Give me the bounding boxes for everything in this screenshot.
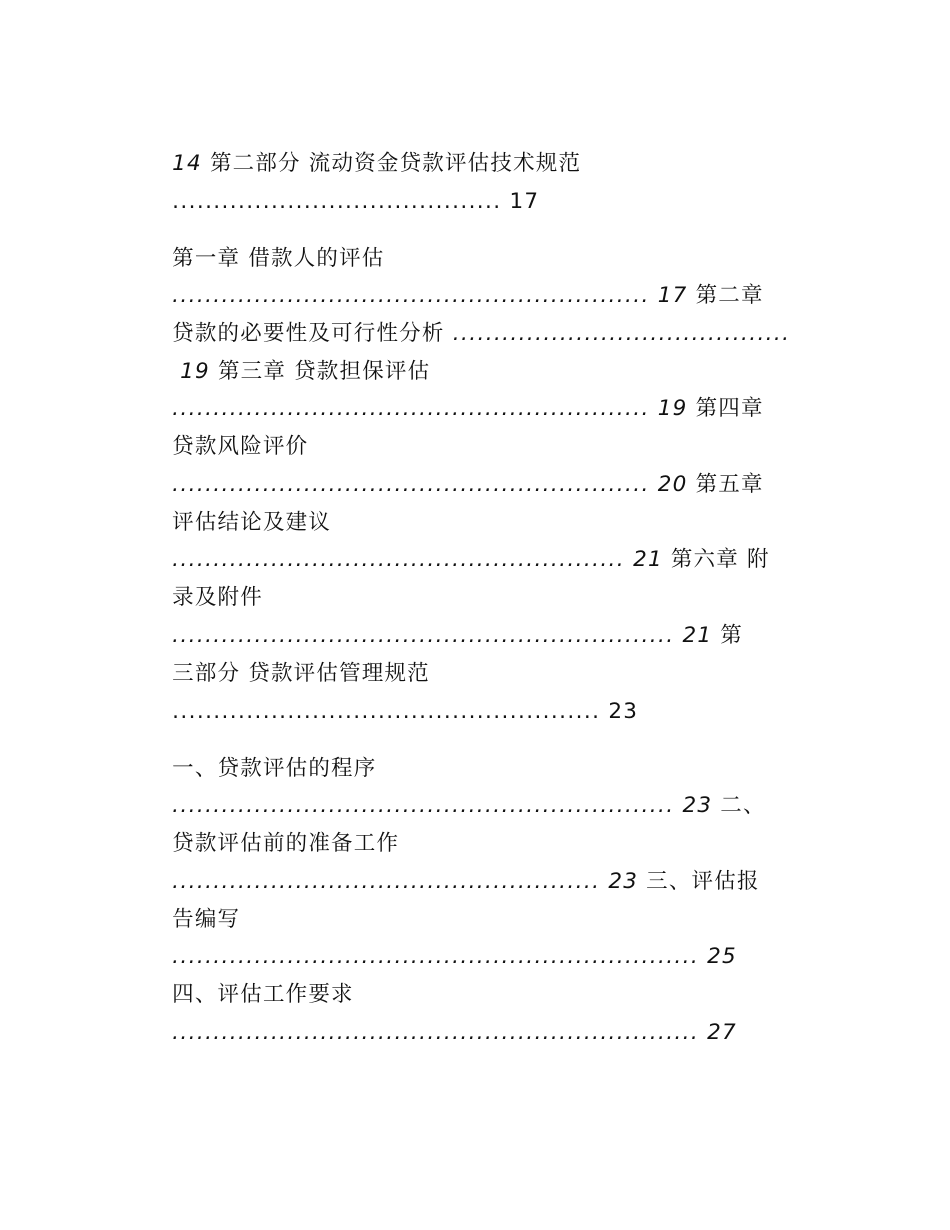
dot-leader: ............................................................. bbox=[172, 623, 675, 648]
dot-leader: .......................................................... bbox=[172, 283, 650, 308]
page-number: 19 bbox=[649, 396, 688, 421]
page-number: 20 bbox=[649, 472, 688, 497]
page-number: 23 bbox=[600, 869, 639, 894]
toc-line bbox=[140, 991, 737, 1075]
toc-entry-text: 三部分 贷款评估管理规范 bbox=[172, 661, 430, 686]
toc-entry-text: 第一章 借款人的评估 bbox=[172, 246, 385, 271]
toc-entry-text: 录及附件 bbox=[172, 585, 263, 610]
toc-entry-text: 告编写 bbox=[172, 907, 241, 932]
dot-leader: .......................................................... bbox=[172, 396, 650, 421]
toc-entry-text: 贷款评估前的准备工作 bbox=[172, 831, 400, 856]
page-number: 17 bbox=[501, 189, 540, 214]
toc-entry-text: 第五章 bbox=[687, 472, 764, 497]
toc-entry-text: 一、贷款评估的程序 bbox=[172, 756, 377, 781]
dot-leader: ................................................................ bbox=[172, 944, 700, 969]
dot-leader: ............................................................. bbox=[172, 793, 675, 818]
dot-leader: .................................................... bbox=[172, 869, 601, 894]
dot-leader: ......................................... bbox=[444, 321, 791, 346]
dot-leader: ................................................................ bbox=[172, 1020, 700, 1045]
page-number: 25 bbox=[699, 944, 737, 969]
page-number: 27 bbox=[699, 1020, 737, 1045]
dot-leader: ........................................ bbox=[172, 189, 502, 214]
page-number: 21 bbox=[625, 547, 663, 572]
toc-entry-text: 第四章 bbox=[687, 396, 764, 421]
dot-leader: .......................................................... bbox=[172, 472, 650, 497]
toc-entry-text: 四、评估工作要求 bbox=[172, 982, 354, 1007]
page-number: 17 bbox=[649, 283, 688, 308]
toc-entry-text: 第三章 贷款担保评估 bbox=[209, 359, 431, 384]
page-number: 14 bbox=[172, 151, 202, 176]
page-number: 23 bbox=[674, 793, 713, 818]
page-number: 23 bbox=[600, 699, 639, 724]
toc-entry-text: 贷款风险评价 bbox=[172, 434, 309, 459]
dot-leader: .................................................... bbox=[172, 699, 601, 724]
dot-leader: ....................................................... bbox=[172, 547, 626, 572]
toc-entry-text: 第六章 附 bbox=[662, 547, 770, 572]
toc-entry-text: 第 bbox=[712, 623, 743, 648]
toc-entry-text: 贷款的必要性及可行性分析 bbox=[172, 321, 445, 346]
page-number: 21 bbox=[674, 623, 713, 648]
toc-entry-text: 三、评估报 bbox=[638, 869, 760, 894]
page-number: 19 bbox=[172, 359, 210, 384]
toc-entry-text: 第二部分 流动资金贷款评估技术规范 bbox=[201, 151, 582, 176]
toc-entry-text: 第二章 bbox=[687, 283, 764, 308]
toc-entry-text: 评估结论及建议 bbox=[172, 510, 332, 535]
toc-entry-text: 二、 bbox=[712, 793, 766, 818]
